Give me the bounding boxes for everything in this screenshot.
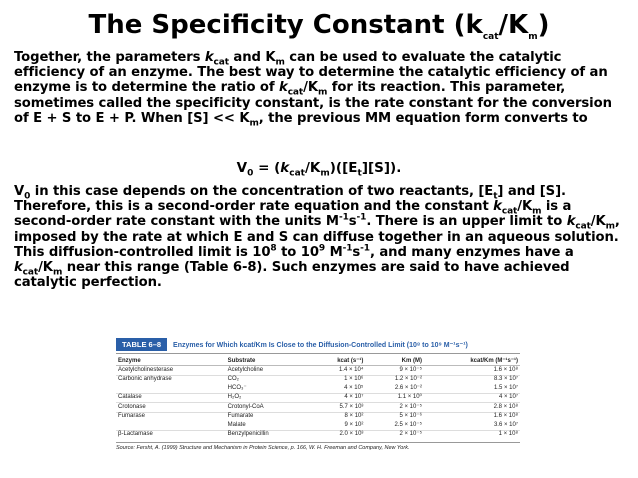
table-cell: 1 × 10⁸ bbox=[424, 430, 520, 439]
table-cell: Crotonase bbox=[116, 403, 226, 413]
table-cell: 1.6 × 10⁸ bbox=[424, 412, 520, 421]
table-row bbox=[116, 412, 520, 421]
rate-equation: $V_0 = (k_{cat}/K_m)([E_t][S])$. bbox=[236, 160, 402, 179]
column-header: Substrate bbox=[226, 356, 310, 366]
table-row bbox=[116, 366, 520, 376]
table-cell: 3.6 × 10⁷ bbox=[493, 421, 518, 428]
table-row bbox=[116, 375, 520, 384]
column-header: Km (M) bbox=[365, 356, 424, 366]
table-cell: 2.6 × 10⁻² bbox=[394, 384, 422, 391]
table-cell: Crotonyl-CoA bbox=[226, 403, 310, 413]
table-cell: 2.0 × 10³ bbox=[309, 430, 365, 439]
table-cell: Benzylpenicillin bbox=[226, 430, 310, 439]
table-cell: H₂O₂ bbox=[226, 393, 310, 403]
table-cell: Acetylcholine bbox=[227, 366, 264, 373]
table-cell: 4 × 10⁵ bbox=[344, 384, 364, 391]
table-cell: β-Lactamase bbox=[116, 430, 226, 439]
column-headers bbox=[116, 356, 520, 366]
table-cell: 1.4 × 10⁴ bbox=[338, 366, 364, 373]
page-title: The Specificity Constant $(k_{cat}/K_m)$ bbox=[88, 10, 550, 43]
table-row bbox=[116, 421, 520, 430]
table-cell: 2 × 10⁻⁵ bbox=[365, 403, 424, 413]
table-cell: CO₂ bbox=[226, 375, 310, 384]
table-row bbox=[116, 393, 520, 403]
table-cell: Acetylcholinesterase bbox=[118, 366, 174, 373]
table-cell: 1.6 × 10⁸ bbox=[493, 366, 518, 373]
data-table bbox=[116, 356, 520, 439]
table-caption: Enzymes for Which kcat/Km Is Close to the Diffusion-Controlled Limit (10⁸ to 10⁹ M⁻¹s⁻¹) bbox=[173, 341, 468, 349]
table-cell: Malate bbox=[227, 421, 246, 428]
table-cell: Fumarase bbox=[116, 412, 226, 421]
paragraph-intro: Together, the parameters $k_{cat}$ and $K_m$ can be used to evaluate the catalytic efficiency of an enzyme. The best way to determine the catalytic efficiency of an enzyme is to determine the ratio of $k_{cat}/K_m$ for its reaction. This parameter, sometimes called the specificity constant, is the rate constant for the conversion of E + S to E + P. When $[S] << K_m$, the previous MM equation form converts to bbox=[14, 50, 612, 129]
table-cell: 8 × 10² bbox=[309, 412, 365, 421]
enzyme-table bbox=[116, 338, 520, 451]
table-cell: 1.2 × 10⁻² bbox=[365, 375, 424, 384]
table-cell: Fumarate bbox=[226, 412, 310, 421]
table-row bbox=[116, 384, 520, 393]
table-cell: Catalase bbox=[116, 393, 226, 403]
table-cell: 2.8 × 10⁸ bbox=[424, 403, 520, 413]
paragraph-explanation: $V_0$ in this case depends on the concentration of two reactants, $[E_t]$ and [S]. Therefore, this is a second-order rate equation and the constant $k_{cat}/K_m$ is a second-order rate constant with the units $M^{-1}s^{-1}$. There is an upper limit to $k_{cat}/K_m$, imposed by the rate at which E and S can diffuse together in an aqueous solution. This diffusion-controlled limit is $10^8$ to $10^9$ $M^{-1}s^{-1}$, and many enzymes have a $k_{cat}/K_m$ near this range (Table 6-8). Such enzymes are said to have achieved catalytic perfection. bbox=[14, 184, 620, 291]
table-cell: 8.3 × 10⁷ bbox=[424, 375, 520, 384]
table-cell: 4 × 10⁷ bbox=[309, 393, 365, 403]
column-header: Enzyme bbox=[116, 356, 226, 366]
table-cell: 1.1 × 10⁰ bbox=[365, 393, 424, 403]
table-cell: HCO₃⁻ bbox=[227, 384, 247, 391]
table-cell bbox=[116, 384, 226, 393]
table-cell: 1.5 × 10⁷ bbox=[493, 384, 518, 391]
table-cell: 5 × 10⁻⁶ bbox=[365, 412, 424, 421]
table-cell: 2 × 10⁻⁵ bbox=[365, 430, 424, 439]
table-cell: 4 × 10⁷ bbox=[424, 393, 520, 403]
table-cell: 9 × 10² bbox=[344, 421, 364, 428]
table-label: TABLE 6–8 bbox=[116, 338, 167, 351]
table-cell: 5.7 × 10³ bbox=[309, 403, 365, 413]
table-header bbox=[116, 338, 520, 354]
table-cell bbox=[116, 421, 226, 430]
table-cell: Carbonic anhydrase bbox=[116, 375, 226, 384]
column-header: kcat/Km (M⁻¹s⁻¹) bbox=[424, 356, 520, 366]
table-cell: 9 × 10⁻⁵ bbox=[399, 366, 422, 373]
table-row bbox=[116, 430, 520, 439]
table-source: Source: Fersht, A. (1999) Structure and Mechanism in Protein Science, p. 166, W. H. Freeman and Company, New York. bbox=[116, 442, 520, 451]
column-header: kcat (s⁻¹) bbox=[309, 356, 365, 366]
table-cell: 2.5 × 10⁻⁵ bbox=[394, 421, 422, 428]
table-cell: 1 × 10⁶ bbox=[309, 375, 365, 384]
table-row bbox=[116, 403, 520, 413]
